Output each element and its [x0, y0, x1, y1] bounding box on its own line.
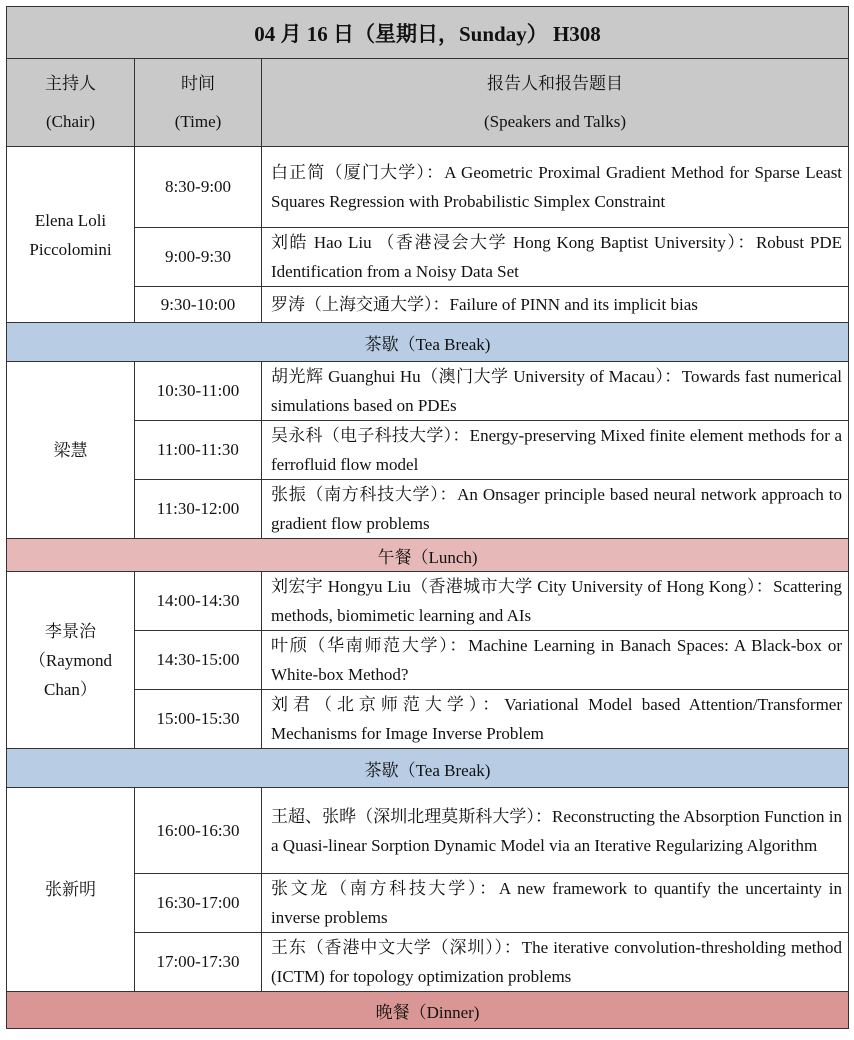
tea-break: 茶歇（Tea Break)	[7, 323, 849, 362]
talk-time: 15:00-15:30	[135, 690, 262, 749]
talk-time: 14:30-15:00	[135, 631, 262, 690]
talk-text: 刘君（北京师范大学）：Variational Model based Attention/Transformer Mechanisms for Image Inverse Problem	[262, 690, 849, 749]
header-talks-en: (Speakers and Talks)	[484, 111, 627, 131]
header-chair-en: (Chair)	[45, 111, 96, 131]
talk-time: 9:00-9:30	[135, 228, 262, 287]
page-title: 04 月 16 日（星期日，Sunday） H308	[7, 7, 849, 59]
session-chair: 李景治（Raymond Chan）	[7, 572, 135, 749]
lunch-break: 午餐（Lunch)	[7, 539, 849, 572]
dinner-break: 晚餐（Dinner)	[7, 992, 849, 1029]
talk-text: 张文龙（南方科技大学）：A new framework to quantify the uncertainty in inverse problems	[262, 874, 849, 933]
header-row	[7, 59, 849, 147]
talk-text: 王超、张晔（深圳北理莫斯科大学）：Reconstructing the Absorption Function in a Quasi-linear Sorption Dynamic Model via an Iterative Regularizing Algorithm	[262, 788, 849, 874]
talk-text: 罗涛（上海交通大学）：Failure of PINN and its implicit bias	[262, 287, 849, 323]
talk-text: 刘宏宇 Hongyu Liu（香港城市大学 City University of Hong Kong）：Scattering methods, biomimetic learning and AIs	[262, 572, 849, 631]
talk-time: 11:30-12:00	[135, 480, 262, 539]
talk-text: 刘皓 Hao Liu （香港浸会大学 Hong Kong Baptist University）：Robust PDE Identification from a Noisy Data Set	[262, 228, 849, 287]
break-row	[7, 323, 849, 362]
tea-break: 茶歇（Tea Break)	[7, 749, 849, 788]
talk-time: 14:00-14:30	[135, 572, 262, 631]
talk-time: 8:30-9:00	[135, 147, 262, 228]
talk-text: 叶颀（华南师范大学）：Machine Learning in Banach Spaces: A Black-box or White-box Method?	[262, 631, 849, 690]
header-talks-cn: 报告人和报告题目	[487, 73, 624, 93]
schedule-table	[6, 6, 849, 1029]
session-chair: 梁慧	[7, 362, 135, 539]
talk-time: 17:00-17:30	[135, 933, 262, 992]
title-row	[7, 7, 849, 59]
talk-text: 张振（南方科技大学）：An Onsager principle based neural network approach to gradient flow problems	[262, 480, 849, 539]
talk-text: 白正简（厦门大学）：A Geometric Proximal Gradient Method for Sparse Least Squares Regression with Probabilistic Simplex Constraint	[262, 147, 849, 228]
talk-time: 11:00-11:30	[135, 421, 262, 480]
talk-time: 16:30-17:00	[135, 874, 262, 933]
talk-time: 16:00-16:30	[135, 788, 262, 874]
table-row	[7, 788, 849, 874]
talk-text: 胡光辉 Guanghui Hu（澳门大学 University of Macau）：Towards fast numerical simulations based on PDEs	[262, 362, 849, 421]
break-row	[7, 539, 849, 572]
talk-time: 10:30-11:00	[135, 362, 262, 421]
session-chair: 张新明	[7, 788, 135, 992]
break-row	[7, 749, 849, 788]
talk-time: 9:30-10:00	[135, 287, 262, 323]
header-time-cn: 时间	[181, 73, 215, 93]
header-talks	[262, 59, 849, 147]
table-row	[7, 362, 849, 421]
table-row	[7, 572, 849, 631]
talk-text: 吴永科（电子科技大学）：Energy-preserving Mixed finite element methods for a ferrofluid flow model	[262, 421, 849, 480]
session-chair: Elena Loli Piccolomini	[7, 147, 135, 323]
header-time-en: (Time)	[174, 111, 222, 131]
header-chair	[7, 59, 135, 147]
break-row	[7, 992, 849, 1029]
talk-text: 王东（香港中文大学（深圳））：The iterative convolution-thresholding method (ICTM) for topology optimization problems	[262, 933, 849, 992]
header-time	[135, 59, 262, 147]
table-row	[7, 147, 849, 228]
header-chair-cn: 主持人	[45, 73, 96, 93]
